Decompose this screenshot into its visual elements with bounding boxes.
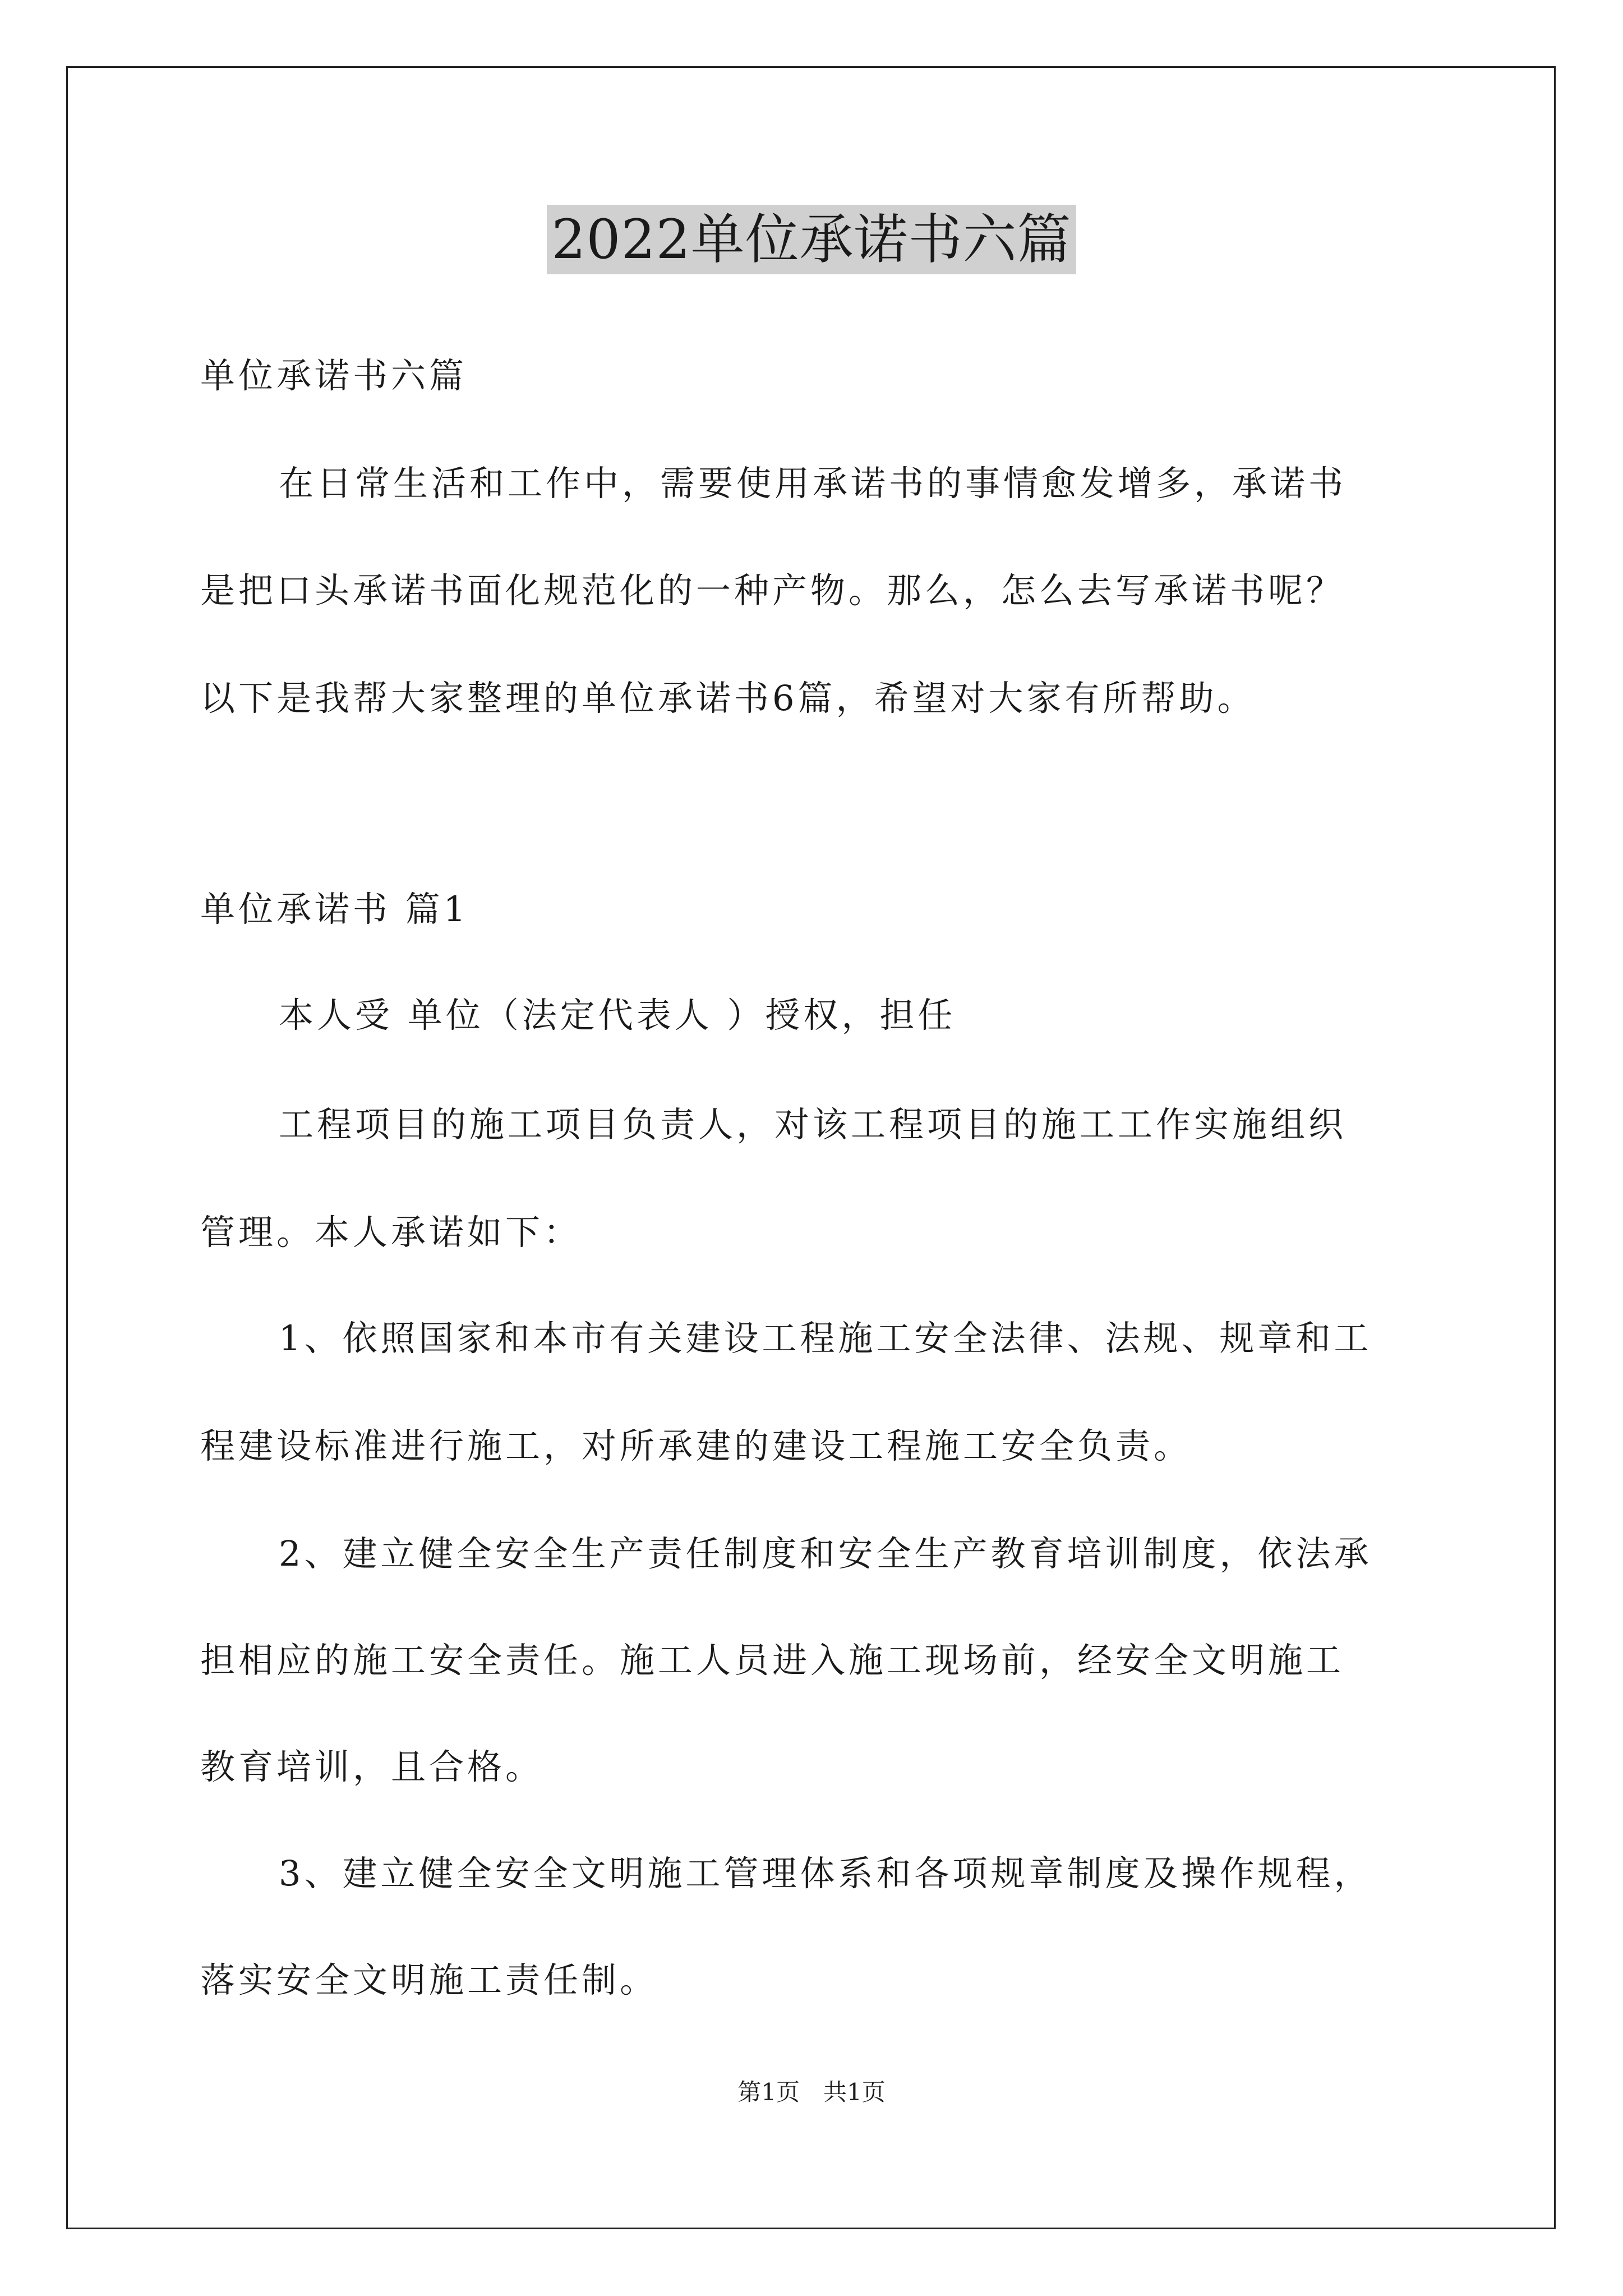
page-footer: 第1页 共1页 — [737, 2078, 886, 2106]
paragraph-line: 以下是我帮大家整理的单位承诺书6篇，希望对大家有所帮助。 — [200, 678, 1256, 719]
paragraph-line: 工程项目的施工项目负责人，对该工程项目的施工工作实施组织 — [279, 1104, 1347, 1145]
paragraph-line: 落实安全文明施工责任制。 — [200, 1959, 658, 2000]
paragraph-line: 程建设标准进行施工，对所承建的建设工程施工安全负责。 — [200, 1425, 1192, 1466]
section-heading: 单位承诺书 篇1 — [200, 889, 469, 930]
paragraph-line: 是把口头承诺书面化规范化的一种产物。那么，怎么去写承诺书呢？ — [200, 570, 1345, 611]
paragraph-line: 3、建立健全安全文明施工管理体系和各项规章制度及操作规程， — [279, 1853, 1372, 1894]
paragraph-line: 管理。本人承诺如下： — [200, 1212, 582, 1253]
paragraph-line: 1、依照国家和本市有关建设工程施工安全法律、法规、规章和工 — [279, 1318, 1372, 1359]
document-title: 2022单位承诺书六篇 — [547, 205, 1076, 274]
paragraph-line: 在日常生活和工作中，需要使用承诺书的事情愈发增多，承诺书 — [279, 463, 1347, 504]
paragraph-line: 担相应的施工安全责任。施工人员进入施工现场前，经安全文明施工 — [200, 1640, 1345, 1681]
paragraph-line: 本人受 单位（法定代表人 ）授权，担任 — [279, 995, 956, 1036]
title-container — [0, 205, 1623, 274]
subtitle: 单位承诺书六篇 — [200, 355, 468, 396]
paragraph-line: 教育培训，且合格。 — [200, 1746, 544, 1787]
paragraph-line: 2、建立健全安全生产责任制度和安全生产教育培训制度，依法承 — [279, 1533, 1372, 1574]
